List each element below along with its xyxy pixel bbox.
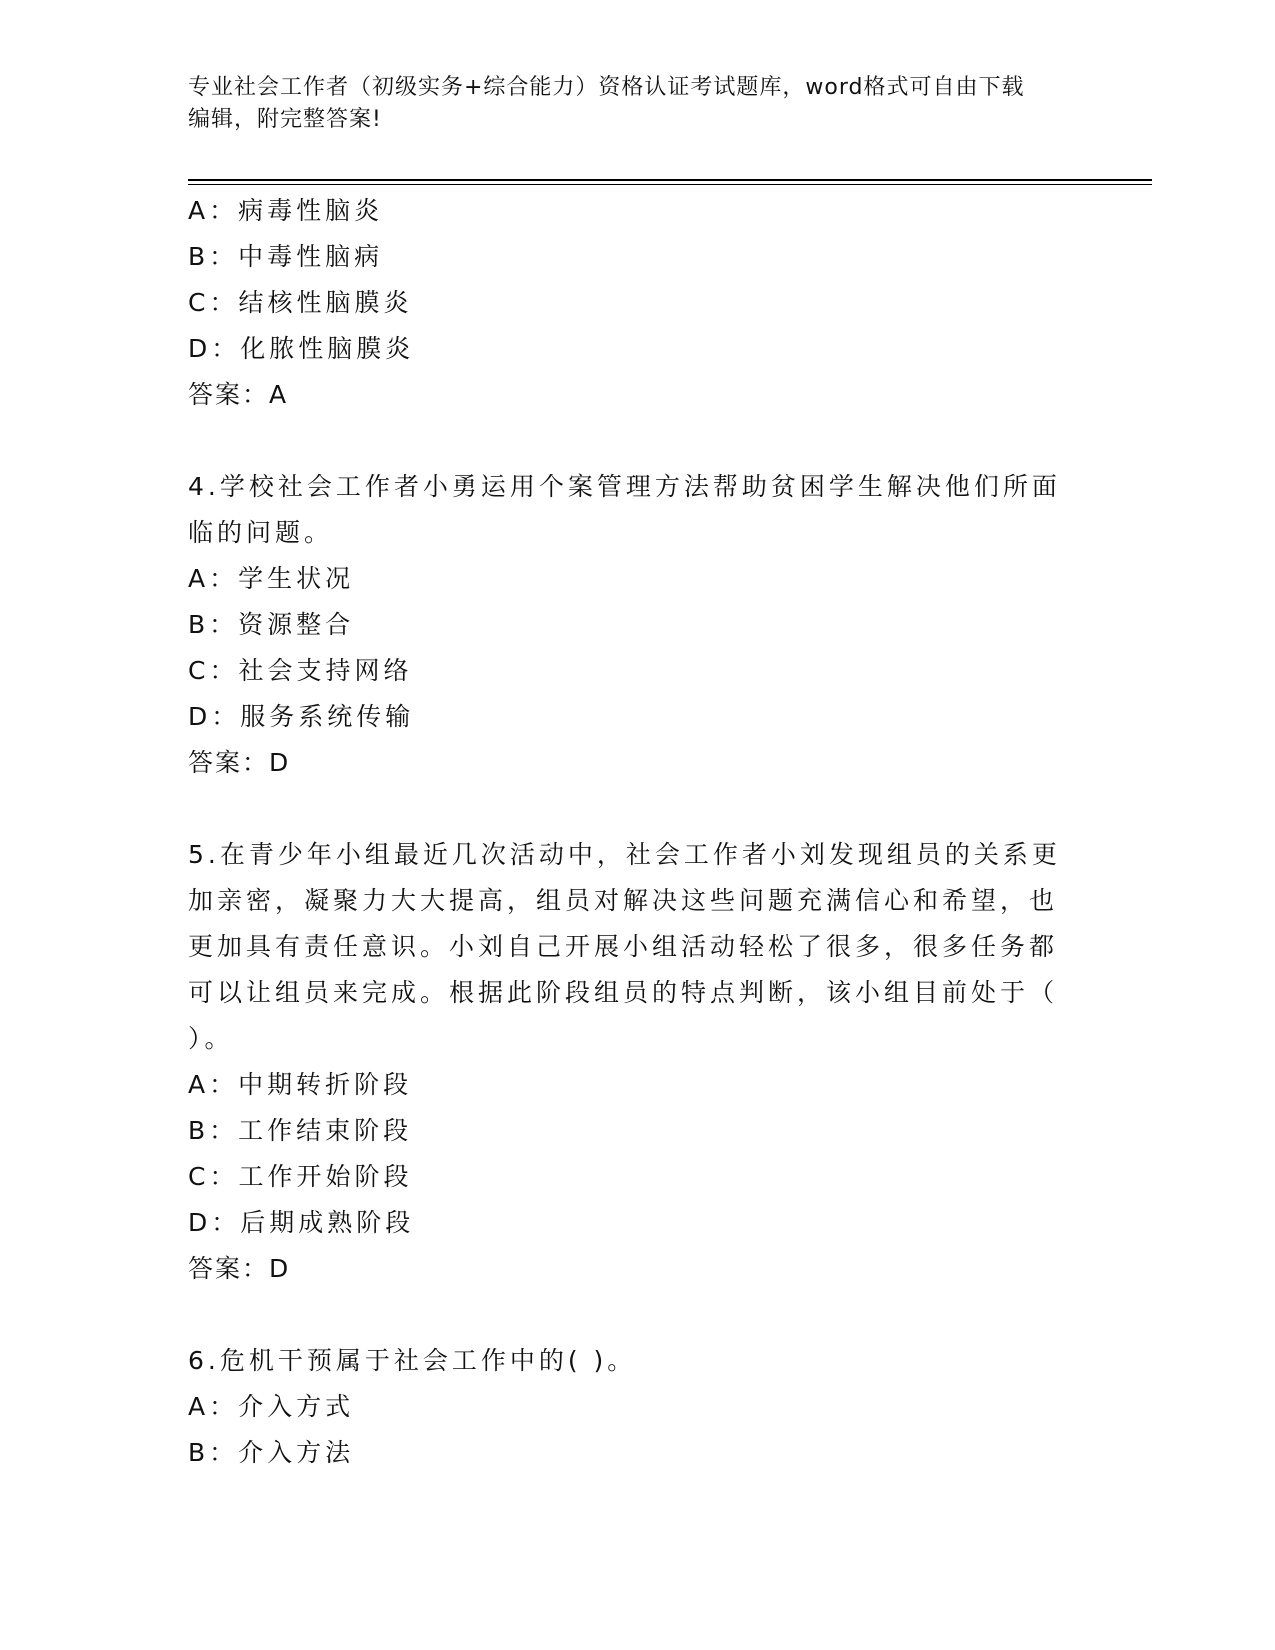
question-text-line: ）。: [188, 1024, 234, 1053]
option-b: B：资源整合: [188, 610, 355, 639]
question-text-line: 临的问题。: [188, 518, 334, 547]
header-line-1: 专业社会工作者（初级实务+综合能力）资格认证考试题库，word格式可自由下载: [188, 75, 1025, 100]
option-b: B：中毒性脑病: [188, 242, 384, 271]
option-c: C：工作开始阶段: [188, 1162, 413, 1191]
option-a: A：中期转折阶段: [188, 1070, 413, 1099]
spacer: [188, 786, 1068, 832]
question-text-line: 6.危机干预属于社会工作中的( )。: [188, 1346, 637, 1375]
option-b: B：介入方法: [188, 1438, 355, 1467]
question-text-line: 更加具有责任意识。小刘自己开展小组活动轻松了很多，很多任务都: [188, 932, 1059, 961]
option-c: C：结核性脑膜炎: [188, 288, 413, 317]
question-text-line: 加亲密，凝聚力大大提高，组员对解决这些问题充满信心和希望，也: [188, 886, 1059, 915]
question-text-line: 可以让组员来完成。根据此阶段组员的特点判断，该小组目前处于（: [188, 978, 1059, 1007]
question-4: [188, 464, 1068, 786]
option-c: C：社会支持网络: [188, 656, 413, 685]
answer: 答案：D: [188, 1254, 291, 1283]
header-divider-thick: [188, 179, 1152, 181]
header-line-2: 编辑，附完整答案!: [188, 107, 382, 132]
option-a: A：病毒性脑炎: [188, 196, 384, 225]
question-3: [188, 188, 1068, 418]
document-header: [188, 72, 1088, 136]
option-b: B：工作结束阶段: [188, 1116, 413, 1145]
option-d: D：服务系统传输: [188, 702, 415, 731]
question-6: [188, 1338, 1068, 1476]
answer: 答案：D: [188, 748, 291, 777]
question-list: [188, 188, 1068, 1476]
option-a: A：学生状况: [188, 564, 355, 593]
answer: 答案：A: [188, 380, 289, 409]
option-d: D：化脓性脑膜炎: [188, 334, 415, 363]
question-text-line: 4.学校社会工作者小勇运用个案管理方法帮助贫困学生解决他们所面: [188, 472, 1061, 501]
question-text-line: 5.在青少年小组最近几次活动中，社会工作者小刘发现组员的关系更: [188, 840, 1061, 869]
spacer: [188, 1292, 1068, 1338]
option-a: A：介入方式: [188, 1392, 355, 1421]
question-5: [188, 832, 1068, 1292]
header-divider-thin: [188, 184, 1152, 185]
option-d: D：后期成熟阶段: [188, 1208, 415, 1237]
spacer: [188, 418, 1068, 464]
